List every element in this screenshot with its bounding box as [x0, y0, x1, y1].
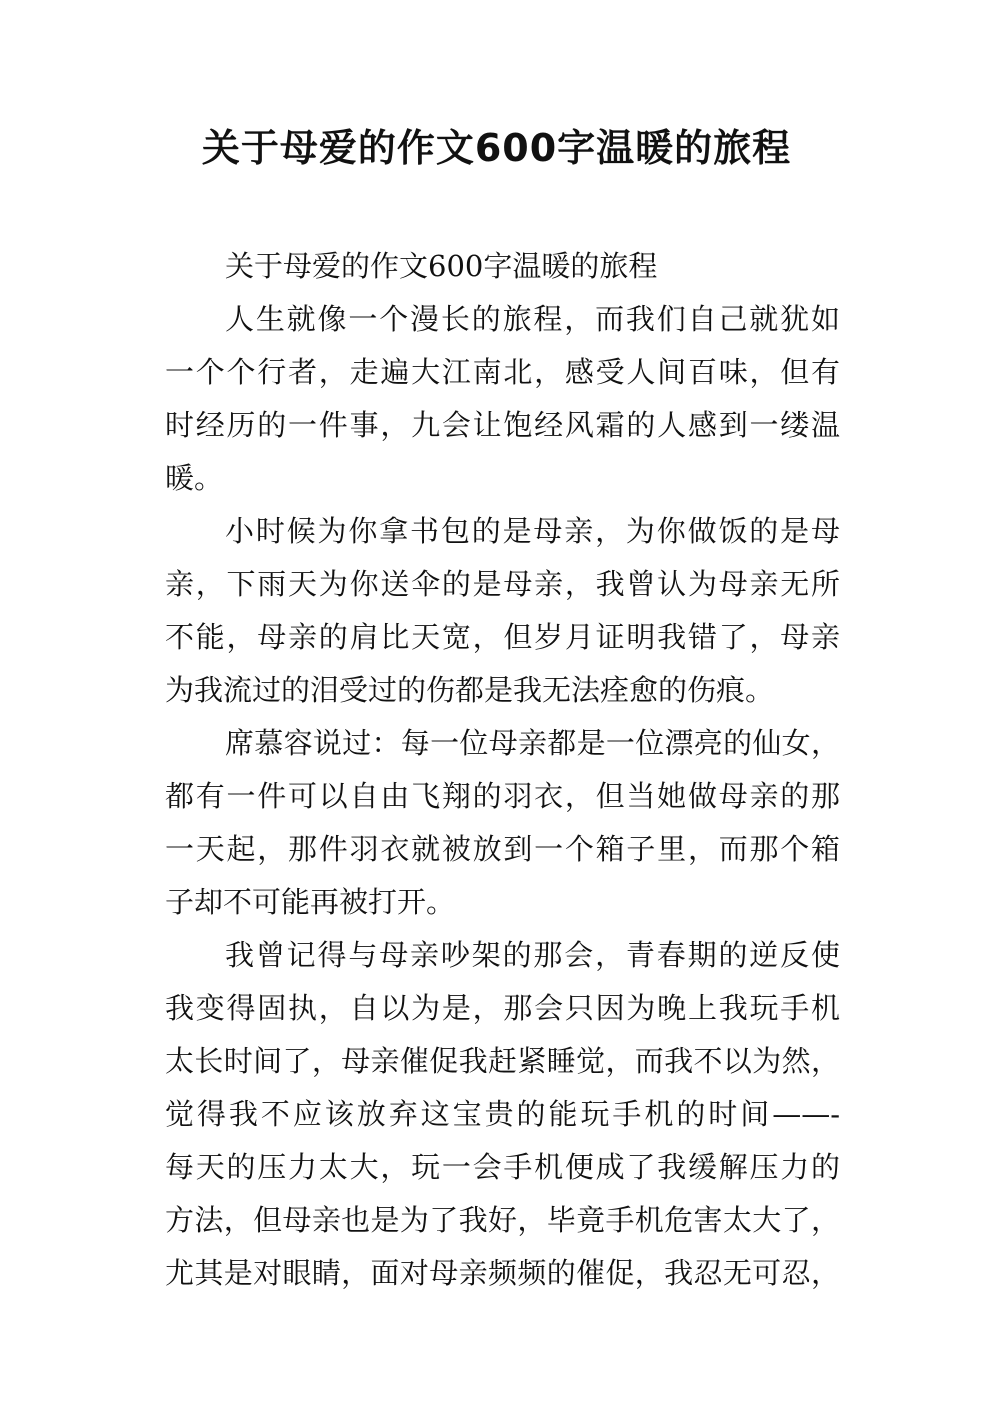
paragraph-line: 每天的压力太大，玩一会手机便成了我缓解压力的: [165, 1150, 840, 1184]
paragraph-line: 我变得固执，自以为是，那会只因为晚上我玩手机: [165, 991, 840, 1025]
paragraph-line: 不能，母亲的肩比天宽，但岁月证明我错了，母亲: [165, 620, 840, 654]
paragraph-line: 时经历的一件事，九会让饱经风霜的人感到一缕温: [165, 408, 840, 442]
paragraph-2: [165, 505, 840, 717]
paragraph-line: 我曾记得与母亲吵架的那会，青春期的逆反使: [225, 938, 840, 972]
paragraph-line: 太长时间了，母亲催促我赶紧睡觉，而我不以为然，: [165, 1044, 840, 1078]
paragraph-line: 席慕容说过：每一位母亲都是一位漂亮的仙女，: [225, 726, 840, 760]
paragraph-line: 方法，但母亲也是为了我好，毕竟手机危害太大了，: [165, 1203, 840, 1237]
paragraph-line: 尤其是对眼睛，面对母亲频频的催促，我忍无可忍，: [165, 1256, 840, 1290]
paragraph-line: 亲，下雨天为你送伞的是母亲，我曾认为母亲无所: [165, 567, 840, 601]
paragraph-line: 人生就像一个漫长的旅程，而我们自己就犹如: [225, 302, 840, 336]
paragraph-line: 子却不可能再被打开。: [165, 885, 456, 919]
paragraph-line: 一天起，那件羽衣就被放到一个箱子里，而那个箱: [165, 832, 840, 866]
document-title: 关于母爱的作文600字温暖的旅程: [201, 126, 792, 170]
paragraph-1: [165, 293, 840, 505]
paragraph-line: 暖。: [165, 461, 224, 495]
paragraph-line: 为我流过的泪受过的伤都是我无法痊愈的伤痕。: [165, 673, 775, 707]
paragraph-line: 觉得我不应该放弃这宝贵的能玩手机的时间——-: [165, 1097, 840, 1131]
paragraph-line: 一个个行者，走遍大江南北，感受人间百味，但有: [165, 355, 840, 389]
paragraph-4: [165, 929, 840, 1300]
paragraph-line: 都有一件可以自由飞翔的羽衣，但当她做母亲的那: [165, 779, 840, 813]
document-body: [165, 240, 840, 1300]
paragraph-line: 小时候为你拿书包的是母亲，为你做饭的是母: [225, 514, 840, 548]
paragraph-3: [165, 717, 840, 929]
body-heading-line: 关于母爱的作文600字温暖的旅程: [225, 249, 658, 283]
